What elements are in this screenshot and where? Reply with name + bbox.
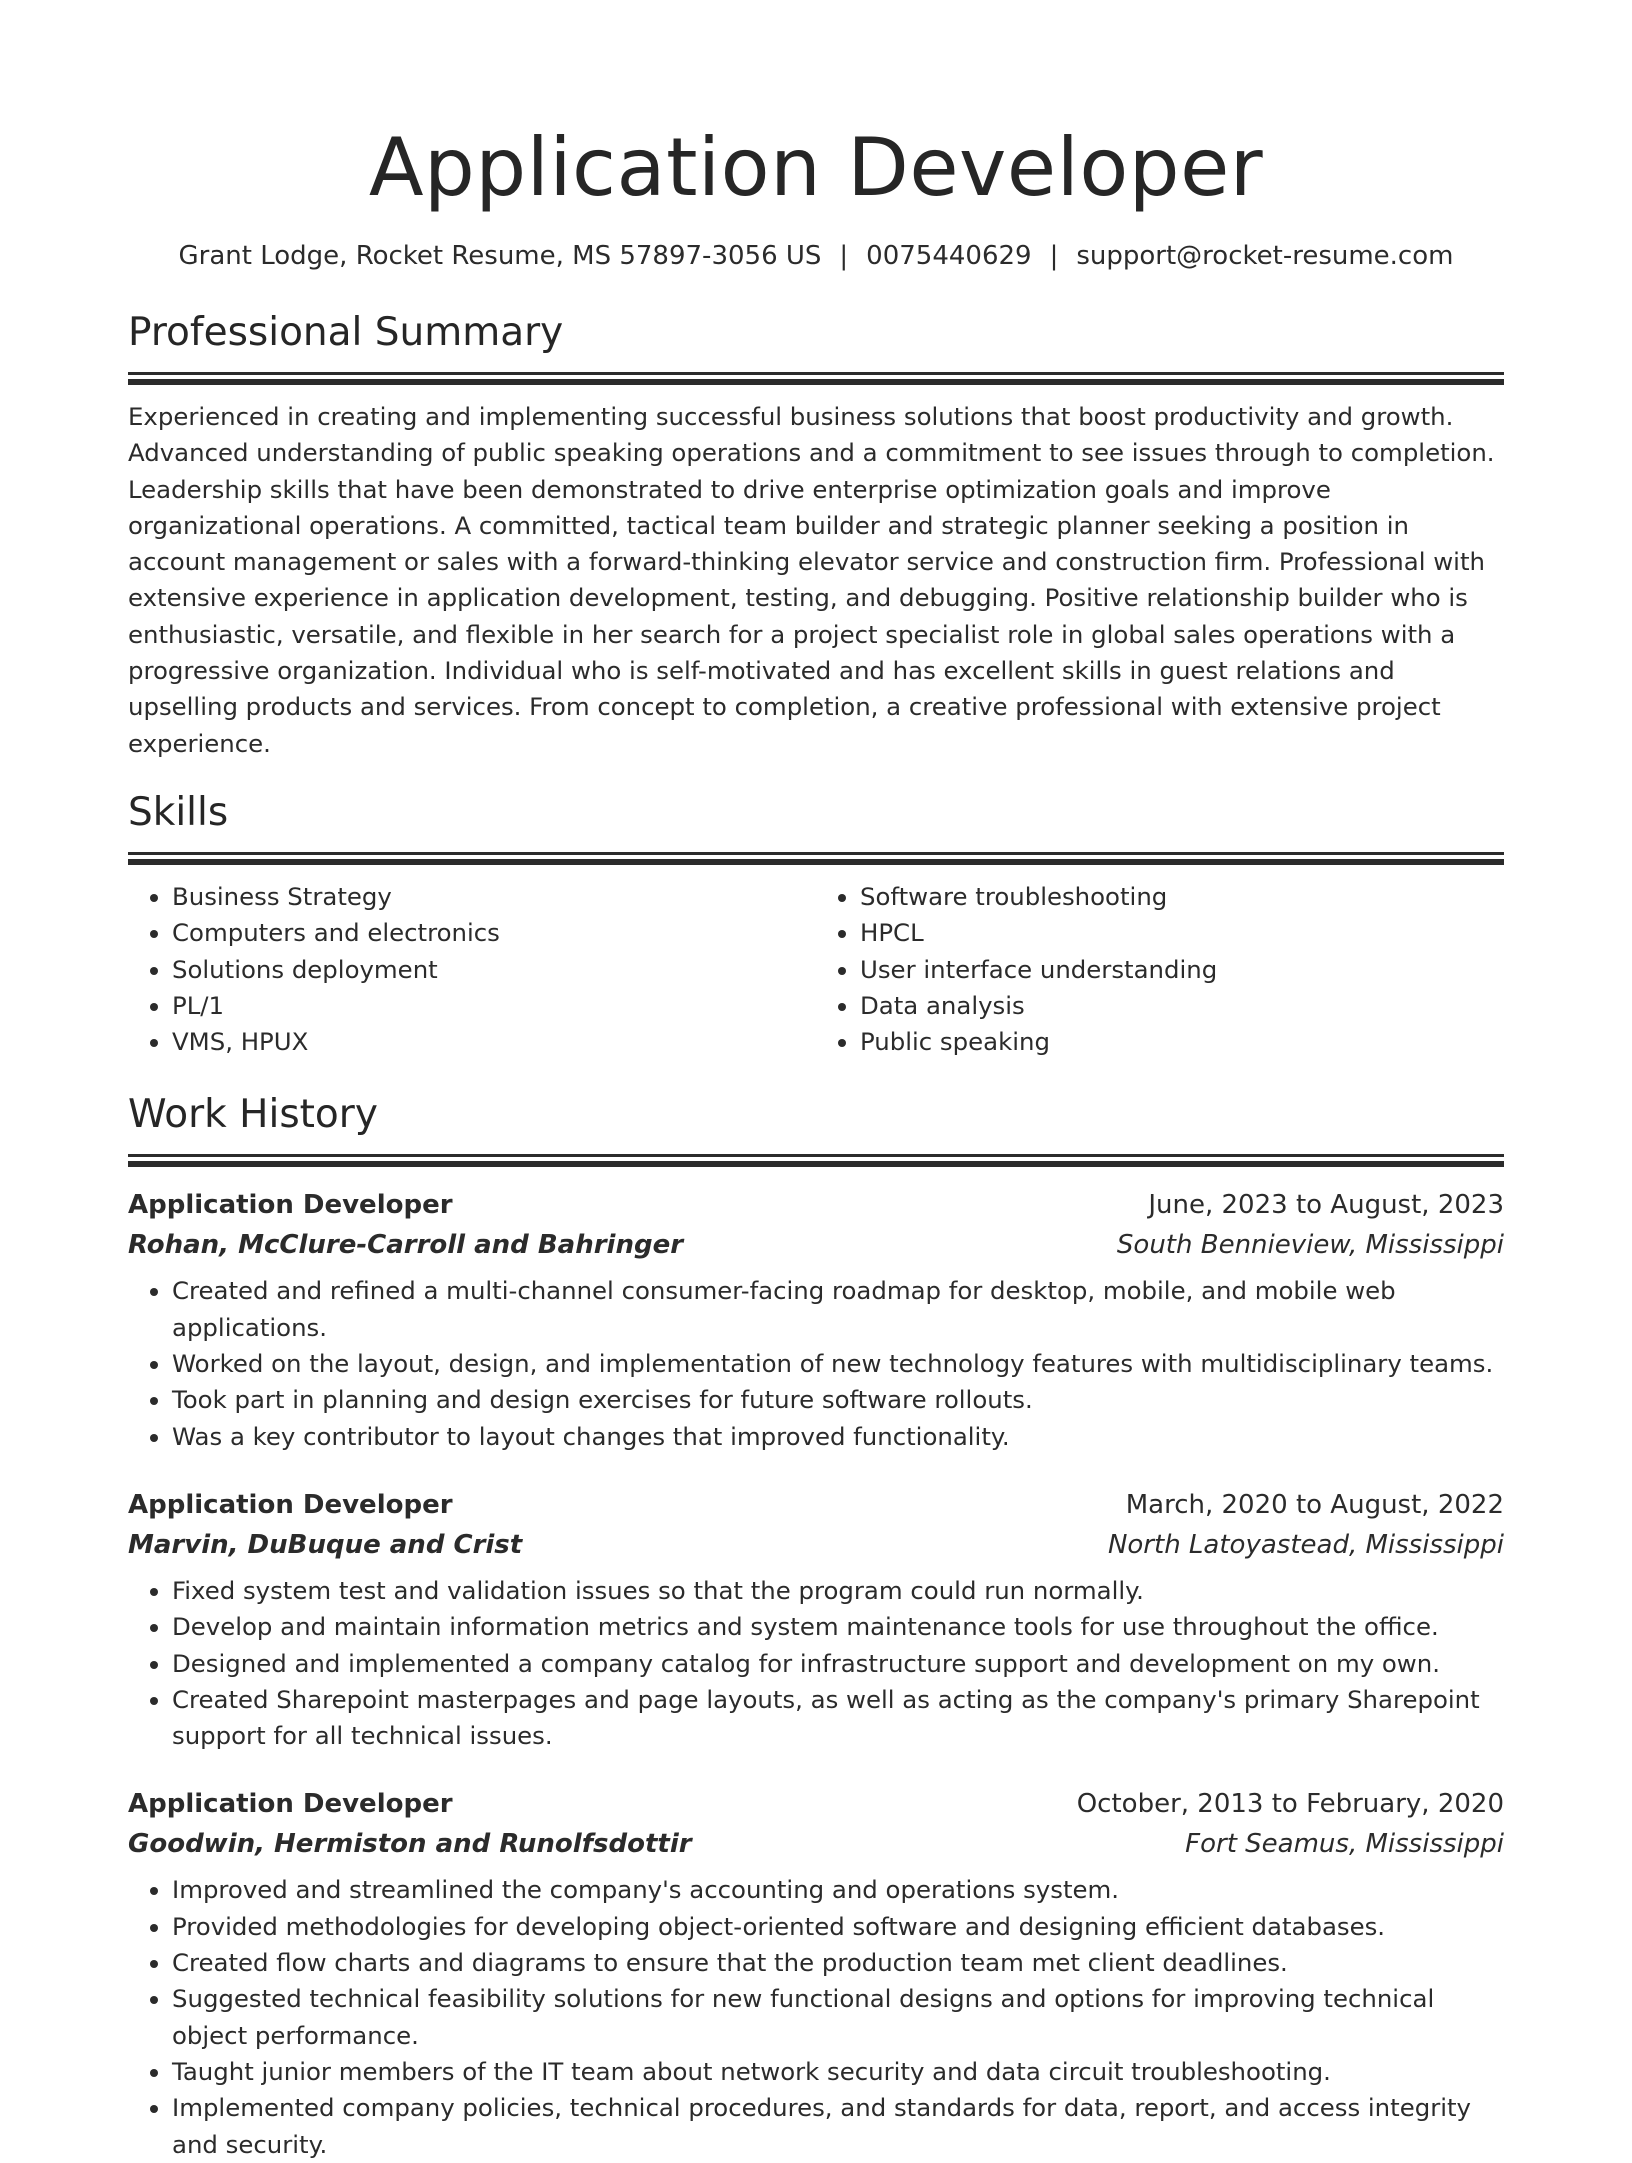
- job-bullet: • Taught junior members of the IT team about network security and data circuit troubleshooting.: [172, 2054, 1504, 2090]
- job-bullet: • Worked on the layout, design, and implementation of new technology features with multidisciplinary teams.: [172, 1346, 1504, 1382]
- contact-address: Grant Lodge, Rocket Resume, MS 57897-3056 US: [178, 241, 822, 271]
- job-title: Application Developer: [128, 1789, 453, 1820]
- job-header: [128, 1185, 1504, 1225]
- job-bullet: • Designed and implemented a company catalog for infrastructure support and development on my own.: [172, 1646, 1504, 1682]
- skill-item: • VMS, HPUX: [172, 1024, 816, 1060]
- skills-heading: Skills: [128, 789, 229, 835]
- job-entry: [128, 1784, 1504, 2162]
- job-entry: [128, 1185, 1504, 1454]
- skills-list-right: [816, 879, 1504, 1060]
- job-location: Fort Seamus, Mississippi: [1185, 1829, 1504, 1860]
- summary-text: Experienced in creating and implementing successful business solutions that boost productivity and growth. Advanced understanding of public speaking operations and a commitment to see issues through to completion. Leadership skills that have been demonstrated to drive enterprise optimization goals and improve organizational operations. A committed, tactical team builder and strategic planner seeking a position in account management or sales with a forward-thinking elevator service and construction firm. Professional with extensive experience in application development, testing, and debugging. Positive relationship builder who is enthusiastic, versatile, and flexible in her search for a project specialist role in global sales operations with a progressive organization. Individual who is self-motivated and has excellent skills in guest relations and upselling products and services. From concept to completion, a creative professional with extensive project experience.: [128, 402, 1495, 758]
- skill-item: • Solutions deployment: [172, 952, 816, 988]
- contact-separator: |: [839, 241, 849, 271]
- skill-item: • Computers and electronics: [172, 915, 816, 951]
- section-rule-thick: [128, 1161, 1504, 1167]
- skills-list-left: [128, 879, 816, 1060]
- summary-section: [128, 308, 1504, 762]
- contact-phone: 0075440629: [866, 241, 1032, 271]
- job-subheader: [128, 1225, 1504, 1265]
- work-heading: Work History: [128, 1092, 378, 1138]
- job-bullets: [128, 1573, 1504, 1754]
- contact-line: [128, 238, 1504, 274]
- contact-email: support@rocket-resume.com: [1076, 241, 1454, 271]
- skills-section: [128, 788, 1504, 1060]
- job-location: North Latoyastead, Mississippi: [1107, 1529, 1504, 1560]
- skill-item: • PL/1: [172, 988, 816, 1024]
- job-subheader: [128, 1824, 1504, 1864]
- job-bullet: • Took part in planning and design exercises for future software rollouts.: [172, 1382, 1504, 1418]
- job-dates: March, 2020 to August, 2022: [1125, 1489, 1504, 1520]
- job-bullet: • Improved and streamlined the company's accounting and operations system.: [172, 1872, 1504, 1908]
- job-bullet: • Fixed system test and validation issues so that the program could run normally.: [172, 1573, 1504, 1609]
- section-rule: [128, 1154, 1504, 1157]
- job-bullet: • Created and refined a multi-channel consumer-facing roadmap for desktop, mobile, and mobile web applications.: [172, 1273, 1504, 1346]
- job-entry: [128, 1485, 1504, 1754]
- job-subheader: [128, 1525, 1504, 1565]
- job-bullet: • Suggested technical feasibility solutions for new functional designs and options for improving technical object performance.: [172, 1981, 1504, 2054]
- skill-item: • Public speaking: [860, 1024, 1504, 1060]
- contact-separator: |: [1049, 241, 1059, 271]
- section-rule-thick: [128, 859, 1504, 865]
- job-dates: October, 2013 to February, 2020: [1076, 1789, 1504, 1820]
- section-rule: [128, 852, 1504, 855]
- job-company: Goodwin, Hermiston and Runolfsdottir: [128, 1829, 692, 1860]
- section-rule: [128, 372, 1504, 375]
- skill-item: • Data analysis: [860, 988, 1504, 1024]
- summary-heading: Professional Summary: [128, 310, 564, 355]
- resume-title: Application Developer: [368, 121, 1264, 214]
- section-rule-thick: [128, 379, 1504, 385]
- job-header: [128, 1784, 1504, 1824]
- skill-item: • Software troubleshooting: [860, 879, 1504, 915]
- job-bullet: • Created Sharepoint masterpages and page layouts, as well as acting as the company's primary Sharepoint support for all technical issues.: [172, 1682, 1504, 1755]
- job-bullet: • Provided methodologies for developing object-oriented software and designing efficient databases.: [172, 1909, 1504, 1945]
- skill-item: • HPCL: [860, 915, 1504, 951]
- skill-item: • Business Strategy: [172, 879, 816, 915]
- job-location: South Bennieview, Mississippi: [1116, 1230, 1504, 1261]
- job-company: Rohan, McClure-Carroll and Bahringer: [128, 1230, 684, 1261]
- job-title: Application Developer: [128, 1489, 453, 1520]
- job-company: Marvin, DuBuque and Crist: [128, 1529, 523, 1560]
- job-title: Application Developer: [128, 1190, 453, 1221]
- skills-columns: [128, 879, 1504, 1060]
- job-bullets: [128, 1273, 1504, 1454]
- work-section: [128, 1090, 1504, 2162]
- job-header: [128, 1485, 1504, 1525]
- job-bullet: • Develop and maintain information metrics and system maintenance tools for use throughout the office.: [172, 1609, 1504, 1645]
- job-bullet: • Implemented company policies, technical procedures, and standards for data, report, and access integrity and security.: [172, 2090, 1504, 2163]
- job-bullet: • Created flow charts and diagrams to ensure that the production team met client deadlines.: [172, 1945, 1504, 1981]
- job-bullets: [128, 1872, 1504, 2162]
- job-bullet: • Was a key contributor to layout changes that improved functionality.: [172, 1419, 1504, 1455]
- job-dates: June, 2023 to August, 2023: [1148, 1190, 1504, 1221]
- skill-item: • User interface understanding: [860, 952, 1504, 988]
